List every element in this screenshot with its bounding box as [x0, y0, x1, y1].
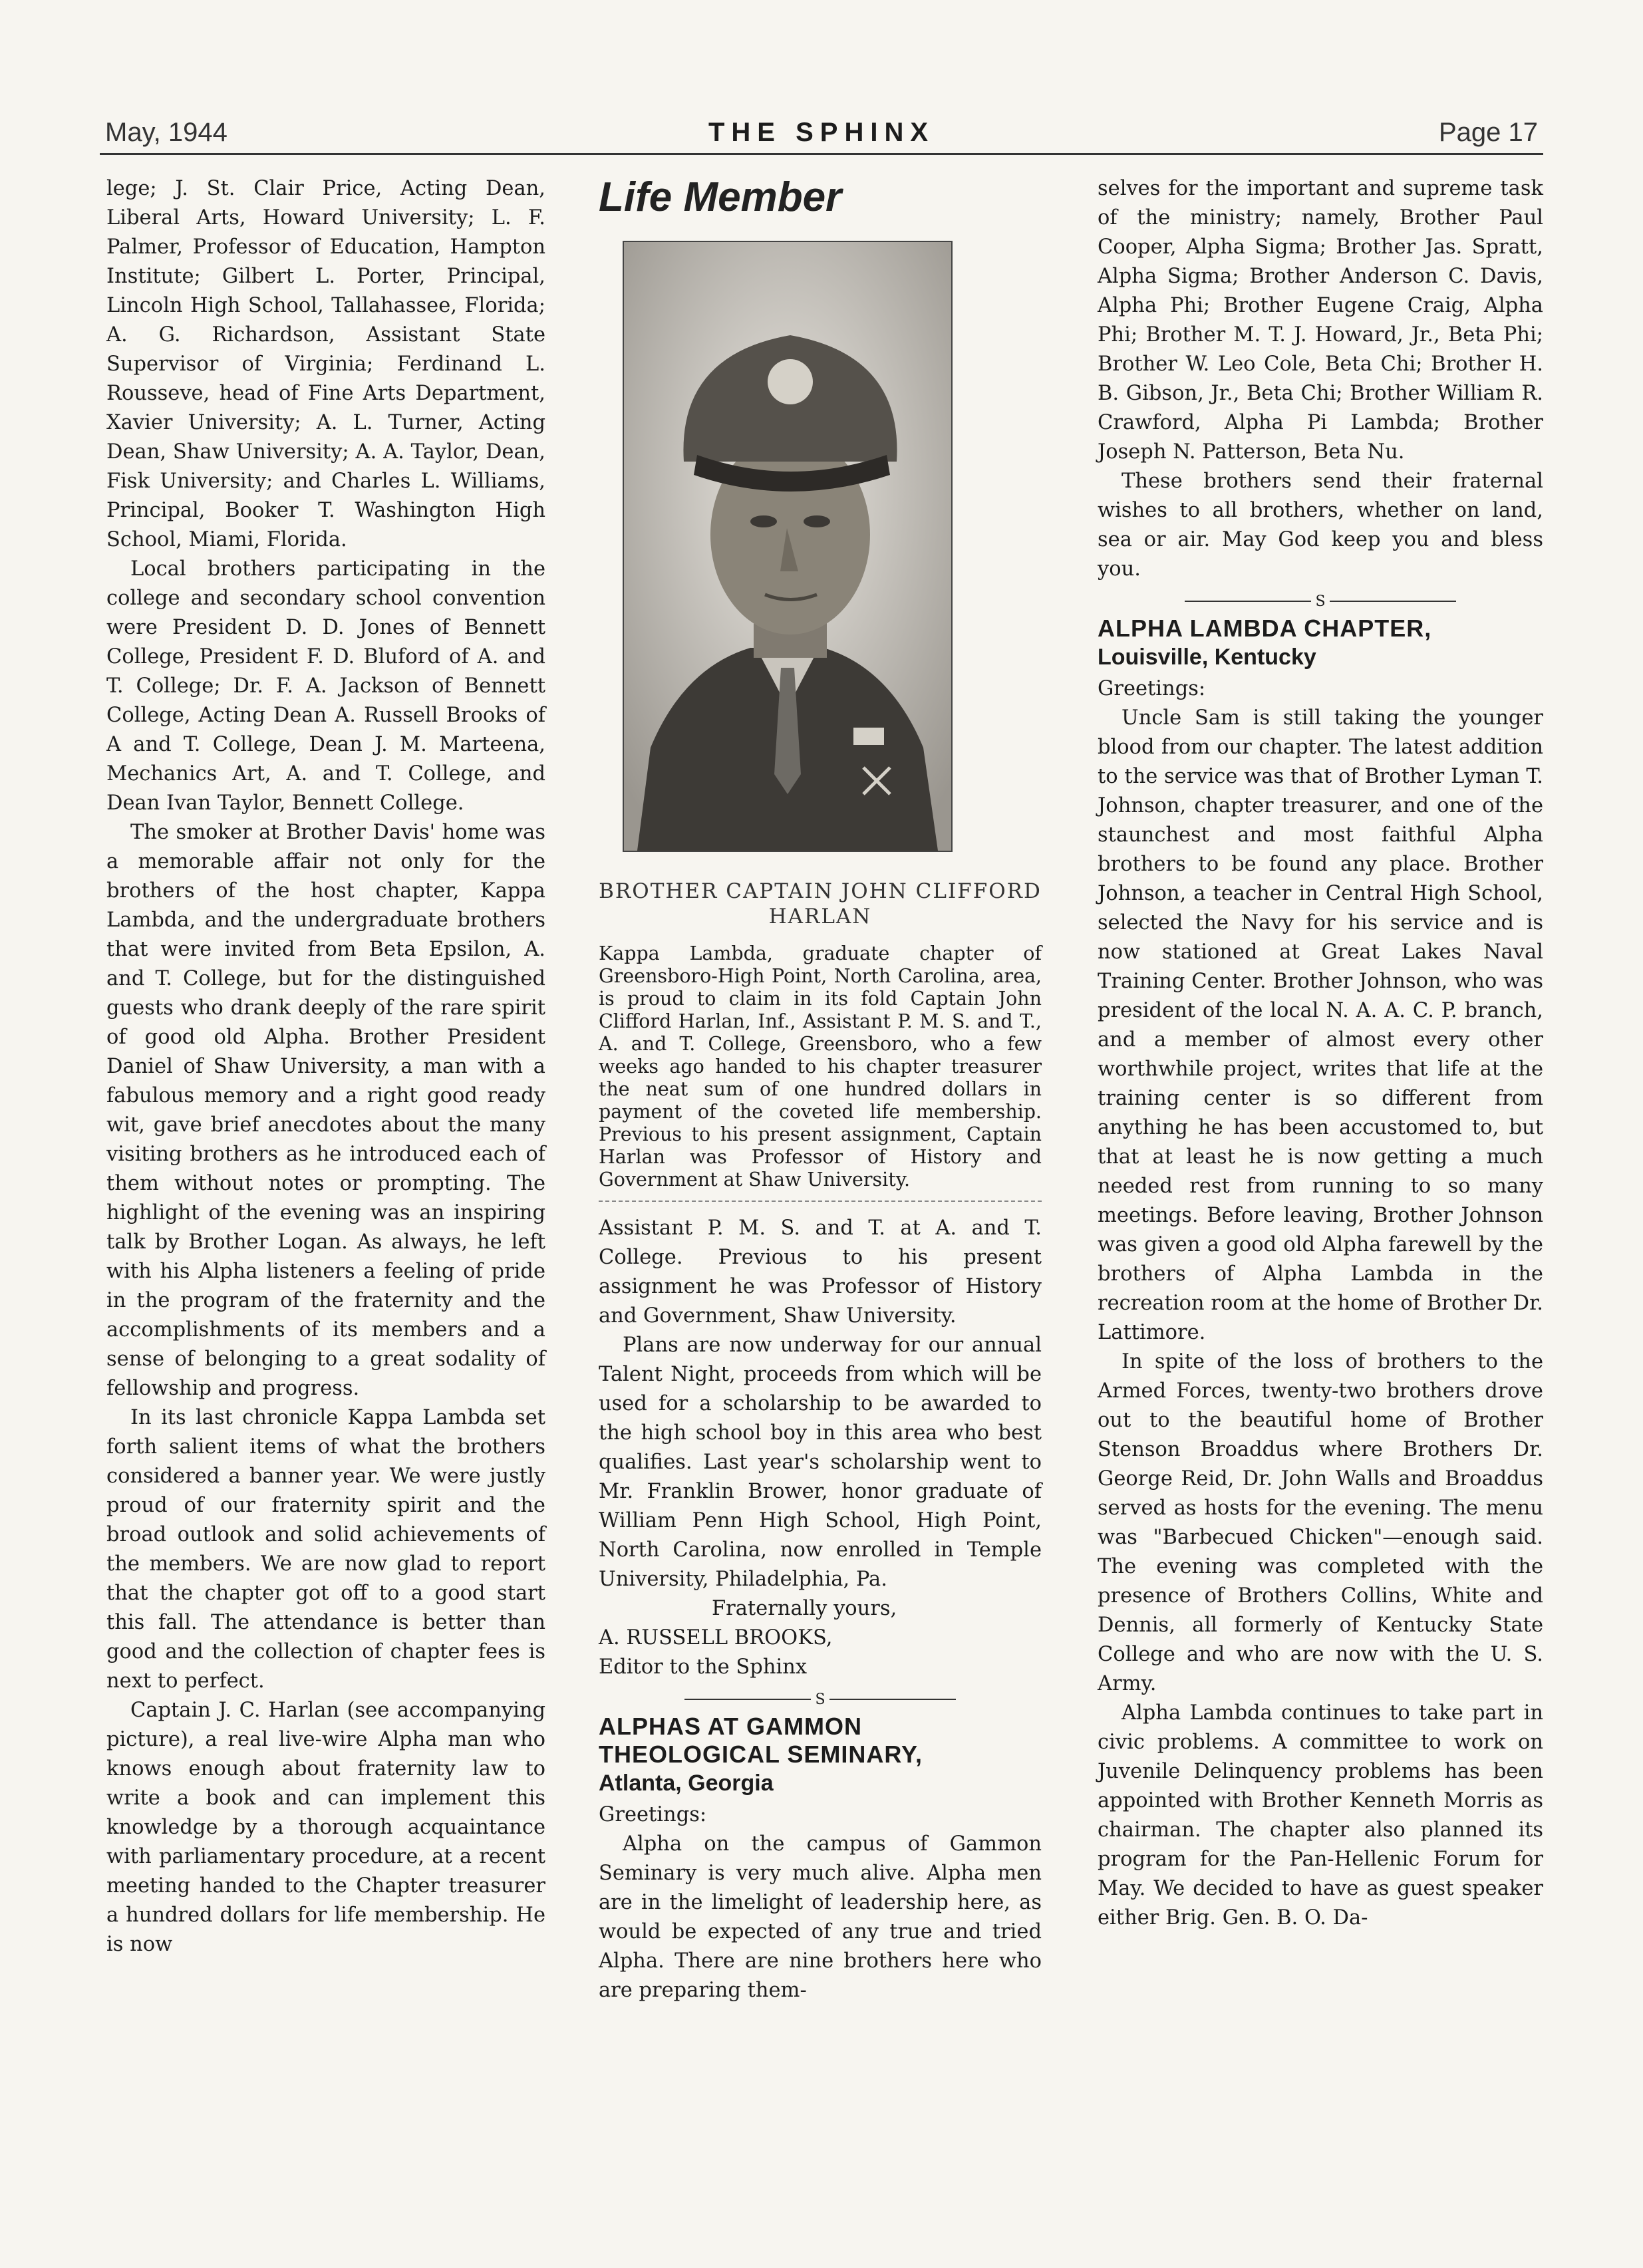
section-heading: ALPHA LAMBDA CHAPTER, — [1098, 615, 1432, 642]
paragraph: selves for the important and supreme task of the ministry; namely, Brother Paul Cooper, Alpha Sigma; Brother Jas. Spratt, Alpha Sigma; Brother Anderson C. Davis, Alpha Phi; Brother Eugene Craig, Alpha Phi; Brother M. T. J. Howard, Jr., Beta Phi; Brother W. Leo Cole, Beta Chi; Brother H. B. Gibson, Jr., Beta Chi; Brother William R. Crawford, Alpha Pi Lambda; Brother Joseph N. Patterson, Beta Nu. — [1098, 177, 1543, 464]
portrait-image — [624, 242, 951, 851]
paragraph: In spite of the loss of brothers to the Armed Forces, twenty-two brothers drove out to the beautiful home of Brother Stenson Broaddus where Brothers Dr. George Reid, Dr. John Walls and Broaddus served as hosts for the evening. The menu was "Barbecued Chicken"—enough said. The evening was completed with the presence of Brothers Collins, White and Dennis, all formerly of Kentucky State College and who are now with the U. S. Army. — [1098, 1350, 1543, 1695]
photo-caption-text: Kappa Lambda, graduate chapter of Greensboro-High Point, North Carolina, area, is proud to claim in its fold Captain John Clifford Harlan, Inf., Assistant P. M. S. and T., A. and T. College, Greensboro, who a few weeks ago handed to his chapter treasurer the neat sum of one hundred dollars in payment of the coveted life membership. Previous to his present assignment, Captain Harlan was Professor of History and Government at Shaw University. — [599, 942, 1042, 1191]
column-left — [106, 174, 545, 1959]
section-subheading: Atlanta, Georgia — [599, 1771, 774, 1796]
letter-closing: Fraternally yours, — [712, 1597, 897, 1620]
paragraph: Uncle Sam is still taking the younger blood from our chapter. The latest addition to the service was that of Brother Lyman T. Johnson, chapter treasurer, and one of the staunchest and most faithful Alpha brothers to be found any place. Brother Johnson, a teacher in Central High School, selected the Navy for his service and is now stationed at Great Lakes Naval Training Center. Brother Johnson, who was president of the local N. A. A. C. P. branch, and a member of almost every other worthwhile project, writes that life at the training center is so different from anything he has been accustomed to, but that at least he is now getting a much needed rest from running to so many meetings. Before leaving, Brother Johnson was given a good old Alpha farewell by the brothers of Alpha Lambda in the recreation room at the home of Brother Dr. Lattimore. — [1098, 706, 1543, 1344]
feature-title: Life Member — [599, 174, 842, 220]
greeting: Greetings: — [599, 1803, 707, 1826]
portrait-photo — [623, 241, 953, 852]
column-right — [1098, 174, 1543, 1933]
letter-signer: A. RUSSELL BROOKS, — [599, 1626, 833, 1649]
paragraph: Alpha on the campus of Gammon Seminary is very much alive. Alpha men are in the limelight of leadership here, as would be expected of any true and tried Alpha. There are nine brothers here who are preparing them- — [599, 1832, 1042, 2002]
page-header — [100, 106, 1543, 155]
section-separator: S — [599, 1691, 1042, 1709]
issue-date: May, 1944 — [105, 118, 227, 147]
section-heading: ALPHAS AT GAMMON THEOLOGICAL SEMINARY, — [599, 1713, 923, 1768]
page-number: Page 17 — [1438, 118, 1538, 147]
letter-signer-title: Editor to the Sphinx — [599, 1655, 808, 1679]
paragraph: In its last chronicle Kappa Lambda set forth salient items of what the brothers considered a banner year. We were justly proud of our fraternity spirit and the broad outlook and solid achievements of the members. We are now glad to report that the chapter got off to a good start this fall. The attendance is better than good and the collection of chapter fees is next to perfect. — [106, 1406, 545, 1693]
photo-caption-title: BROTHER CAPTAIN JOHN CLIFFORD HARLAN — [599, 879, 1042, 928]
paragraph: Local brothers participating in the college and secondary school convention were President D. D. Jones of Bennett College, President F. D. Bluford of A. and T. College; Dr. F. A. Jackson of Bennett College, Acting Dean A. Russell Brooks of A and T. College, Dean J. M. Marteena, Mechanics Art, A. and T. College, and Dean Ivan Taylor, Bennett College. — [106, 557, 545, 815]
column-center — [599, 174, 1042, 2005]
paragraph: These brothers send their fraternal wishes to all brothers, whether on land, sea or air. May God keep you and bless you. — [1098, 470, 1543, 581]
paragraph: Alpha Lambda continues to take part in civic problems. A committee to work on Juvenile Delinquency problems has been appointed with Brother Kenneth Morris as chairman. The chapter also planned its program for the Pan-Hellenic Forum for May. We decided to have as guest speaker either Brig. Gen. B. O. Da- — [1098, 1701, 1543, 1929]
publication-title: THE SPHINX — [708, 118, 935, 147]
paragraph: Captain J. C. Harlan (see accompanying picture), a real live-wire Alpha man who knows enough about fraternity law to write a book and can implement this knowledge by a thorough acquaintance with parliamentary procedure, at a recent meeting handed to the Chapter treasurer a hundred dollars for life membership. He is now — [106, 1699, 545, 1956]
paragraph: Plans are now underway for our annual Talent Night, proceeds from which will be used for a scholarship to be awarded to the high school boy in this area who best qualifies. Last year's scholarship went to Mr. Franklin Brower, honor graduate of William Penn High School, High Point, North Carolina, now enrolled in Temple University, Philadelphia, Pa. — [599, 1334, 1042, 1591]
divider — [599, 1201, 1042, 1202]
greeting: Greetings: — [1098, 677, 1206, 700]
section-subheading: Louisville, Kentucky — [1098, 644, 1316, 670]
section-separator: S — [1098, 593, 1543, 611]
paragraph: Assistant P. M. S. and T. at A. and T. College. Previous to his present assignment he was Professor of History and Government, Shaw University. — [599, 1216, 1042, 1328]
paragraph: lege; J. St. Clair Price, Acting Dean, Liberal Arts, Howard University; L. F. Palmer, Professor of Education, Hampton Institute; Gilbert L. Porter, Principal, Lincoln High School, Tallahassee, Florida; A. G. Richardson, Assistant State Supervisor of Virginia; Ferdinand L. Rousseve, head of Fine Arts Department, Xavier University; A. L. Turner, Acting Dean, Shaw University; A. A. Taylor, Dean, Fisk University; and Charles L. Williams, Principal, Booker T. Washington High School, Miami, Florida. — [106, 177, 545, 551]
paragraph: The smoker at Brother Davis' home was a memorable affair not only for the brothers of the host chapter, Kappa Lambda, and the undergraduate brothers that were invited from Beta Epsilon, A. and T. College, but for the distinguished guests who drank deeply of the rare spirit of good old Alpha. Brother President Daniel of Shaw University, a man with a fabulous memory and a right good ready wit, gave brief anecdotes about the many visiting brothers as he introduced each of them without notes or prompting. The highlight of the evening was an inspiring talk by Brother Logan. As always, he left with his Alpha listeners a feeling of pride in the program of the fraternity and the accomplishments of its members and a sense of belonging to a great sodality of fellowship and progress. — [106, 821, 545, 1400]
